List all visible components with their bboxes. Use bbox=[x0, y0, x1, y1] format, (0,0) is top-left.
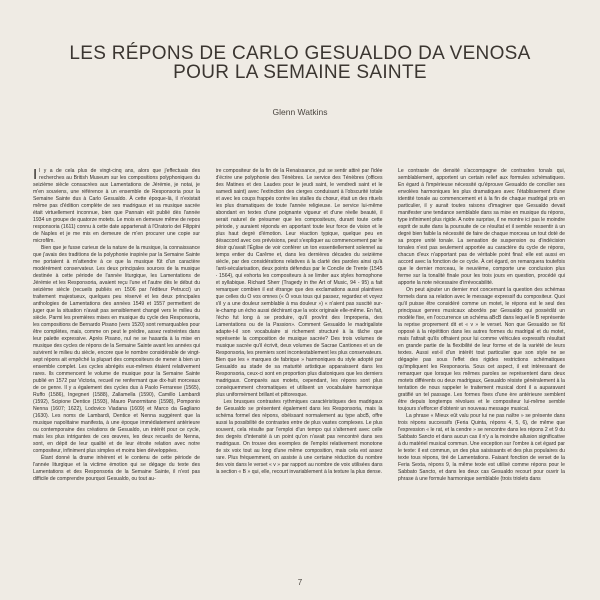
page-number: 7 bbox=[297, 578, 303, 587]
paragraph bbox=[33, 168, 200, 245]
paragraph: Étant donné la drame inhérent et le contenu de cette période de l'année liturgique et la victime émotion qui se dégage du texte des Lamentations et des Responsoria de la Semaine Sainte, il n'est pas difficile de comprendre pourquoi Gesualdo, ou tout au- bbox=[33, 455, 200, 482]
paragraph: On peut ajouter un dernier mot concernant la question des schémas formels dans sa relation avec le message expressif du compositeur. Quoi qu'il puisse être considéré comme un motet, le répons est le seul des principaux genres musicaux abordés par Gesualdo qui possédât un modèle fixe, en l'occurrence un schéma aBcB dans lequel le B représente la reprise proprement dit et « v » le verset. Non que Gesualdo se fût opposé à la répétition dans les autres formes du madrigal et du motet, mais l'attrait qu'ils offraient pour lui comme véhicules expressifs résultait en grande partie de la flexibilité de leur forme et de la variété de leurs textes. Aussi est-il d'un intérêt tout particulier que son style ne se dégagée pas sous l'effet des rigides restrictions schématiques qu'impliquent les Responsoria. Sous cet aspect, il est intéressant de remarquer que lorsque les mêmes paroles se représentent dans deux motets différents ou deux madrigaux, Gesualdo résiste généralement à la tentation de nous rappeler le traitement musical dont il a auparavant gratifié un tel passage. Les formes fixes d'une ère antérieure semblent être depuis longtemps révolues et le compositeur lui-même semble toujours s'efforcer d'obtenir un nouveau message musical. bbox=[398, 287, 565, 412]
drop-cap: I bbox=[33, 168, 38, 183]
paragraph: Le contraste de densité s'accompagne de contrastes tonals qui, semblablement, apportent un certain relief aux formules schématiques. En égard à l'impérieuse nécessité qu'éprouve Gesualdo de concilier ses envolées harmoniques les plus dramatiques avec l'établissement d'une identité tonale au commencement et à la fin de chaque madrigal pris en particulier, il y aurait toutes raisons d'imaginer que Gesualdo devait manifester une tendance semblable dans sa mise en musique du répons, type infiniment plus rigide. A notre surprise, il ne montre ici pas le moindre esprit de suite dans la poursuite de ce résultat et il semble ressentir à un degré bien faible la nécessité de faire de chaque morceau un tout doté de sa propre unité tonale. La sensation de suspension ou d'indécision tonales n'est pas seulement apportée au caractère du cycle de répons, chacun d'eux n'apportant pas de véritable point final: elle est aussi en accord avec la fonction de ce cycle. À cet égard, on remarquera toutefois que le dernier morceau, le neuvième, comporte une conclusion plus ferme sur la tonalité finale pour les trois jours en question, procédé qui apporte la note nécessaire d'irrévocabilité. bbox=[398, 168, 565, 286]
text-columns bbox=[33, 168, 565, 576]
paragraph: Les brusques contrastes rythmiques caractéristiques des madrigaux de Gesualdo se présentent également dans les Responsoria, mais la schéma formel des répons, obéissant normalement au type abcB, offre aussi la possibilité de contrastes entre de plus vastes complexes. Le plus souvent, cela résulte par l'emploi d'un tempo qui s'alternent avec celle des degrés d'intensité à un point qu'on n'avait pas rencontré dans ses madrigaux. On trouve des exemples de l'emploi relativement monotone de six voix tout au long d'une même composition, mais cela est assez rare. Plus fréquemment, on assiste à une certaine réduction du nombre des voix dans le verset « v » par rapport au nombre de voix utilisées dans la section « B » qui, elle, recourt invariablement à la texture la plus dense. bbox=[215, 399, 383, 475]
text-column-3 bbox=[398, 168, 565, 576]
title-line-1: LES RÉPONS DE CARLO GESUALDO DA VENOSA bbox=[69, 43, 531, 64]
paragraph-text: l y a de cela plus de vingt-cinq ans, alors que j'effectuais des recherches au British Museum sur les compositions polyphoniques du seizième siècle consacrées aux Lamentations de Jérémie, je notai, je m'en souviens, une référence à un ensemble de Responsoria pour la Semaine Sainte dus à Carlo Gesualdo. À cette époque-là, il n'existait même pas d'édition complète de ses madrigaux et sa musique sacrée était virtuellement inconnue, bien que Pannain eût publié dès l'année 1934 un groupe de quatorze motets. Le mois en demeure même de repos responsoria (1611) connu à cette date appartenait à l'Oratorio dei Filippini de Naples et je me mis en demeure de m'en procurer une copie sur microfilm. bbox=[33, 168, 200, 244]
text-column-1 bbox=[33, 168, 200, 576]
paragraph: Bien que je fusse curieux de la nature de la musique, la connaissance que j'avais des traditions de la polyphonie inspirée par la Semaine Sainte me portaient à m'attendre à ce que la musique fût d'un caractère modérément conservateur. Les deux principales sources de la musique destinée à cette période de l'année liturgique, les Lamentations de Jérémie et les Responsoria, avaient reçu l'une et l'autre dès le début du seizième siècle (recueils publiés en 1506 par l'éditeur Petrucci) un traitement majestueux, quelques peu réservé et les deux principales anthologies de Lamentations des années 1549 et 1557 permettent de juger que la situation n'avait pas sensiblement changé vers le milieu du siècle. Parmi les premières mises en musique du cycle des Responsoria, les compositions de Bernardo Pisano (vers 1520) sont remarquables pour être complètes, mais, comme on peut le prédire, assez restreintes dans leur palette expressive. Après Pisano, nul ne se hasarda à la mise en musique des cycles de répons de la Semaine Sainte avant les années qui suivirent le milieu du siècle, encore que le nombre considérable de vingt-sept répons ait empêché la plupart des compositeurs de mener à bien un ensemble complet. Les cycles abrégés eux-mêmes étaient relativement rares. Ils commencent le volume de musique pour la Semaine Sainte publié en 1572 par Victoria, recueil ne renfermant que dix-huit morceaux de ce genre. Il y a également des cycles dus à Paolo Ferrarese (1565), Ruffo (1586), Ingegneri (1588), Zallamella (1590), Camillo Lambardi (1592), Scipione Dentice (1593), Mauro Panormitano (1598), Pomponio Nenna (1607; 1622), Lodovico Viadana (1609) et Marco da Gagliano (1630). Les noms de Lambardi, Dentice et Nenna suggèrent que la musique napolitaine manifesta, à une époque immédiatement antérieure ou contemporaine des créations de Gesualdo, un intérêt pour ce cycle, mais les plus intrigantes de ces œuvres, les deux recueils de Nenna, sont, en dépit de leur qualité et de leur étroite relation avec notre compositeur, infiniment plus simples et moins bien développées. bbox=[33, 245, 200, 454]
page-title bbox=[20, 44, 580, 82]
text-column-2 bbox=[216, 168, 383, 576]
paragraph: La phrase « Mieux eût valu pour lui ne pas naître » se présente dans trois répons successifs (Feria Quinta, répons 4, 5, 6), de même que l'expression « le rat, et la cendre » se rencontre dans les répons 2 et 9 du Sabbato Sancto et dans aucun cas il n'y a la moindre allusion significative à du matériel musical commun. Une exception sur l'ombre à cet égard par le texte: il est commun, un des plus saisissants et des plus populaires du texte tous répons, tiré de Lamentations. Faisant fonction de verset de la Feria Sexta, répons 9, la même texte est utilisé comme répons pour le Sabbato Sancto, et dans les deux cas Gesualdo recourt pour ouvrir la phrase à une formule harmonique semblable (trois triolets dans bbox=[398, 413, 565, 482]
paragraph: tre compositeur de la fin de la Renaissance, put se sentir attiré par l'idée d'écrire une polyphonie des Ténèbres. Le service des Ténèbres (offices des Matines et des Laudes pour le jeudi saint, le vendredi saint et le samedi saint) avec l'extinction des cierges conduisant à l'obscurité totale et avec les coups frappés contre les stalles du chœur, était un des rituels les plus dramatiques de toute l'année religieuse. Le service lui-même abondant en textes d'une poignante vigueur et d'une réelle beauté, il serait naturel de présumer que les compositeurs, durant toute cette période, y auraient répondu en apportant toute leur force de vision et le plus haut degré d'émotion. Leur réaction typique, quelque peu en désaccord avec ces prévisions, peut s'expliquer au commencement par le désir qu'avait l'Église de voir conférer un ton essentiellement solennel au temps entier du Carême et, dans les dernières décades du seizième siècle, par des considérations relatives à la clarté des paroles ainsi qu'à l'anti-sécularisation, deux points défendus par le Concile de Trente (1545 - 1564), qui exhorta les compositeurs à se limiter aux styles homophone et syllabique. Richard Sherr (Tragedy in the Art of Music, 94 - 95) a fait remarquer combien il est étrange que des exclamations aussi plaintives que celles du O vos omnes (« Ô vous tous qui passez, regardez et voyez s'il y a une douleur semblable à ma douleur ») « n'aient pas suscité sur-le-champ un écho aussi déchirant que la voix originale elle-même. En fait, l'écho fut long à se produire, qu'il provînt des Improperia, des Lamentations ou de la Passion». Comment Gesualdo le madrigaliste adapte-t-il son vocabulaire si richement structuré à la tâche que représente la composition de musique sacrée? Des trois volumes de musique sacrée qu'il écrivit, deux volumes de Sacrae Cantiones et un de Responsoria, les premiers sont incontestablement les plus conservateurs. Bien que les « marques de fabrique » harmoniques du style adopté par Gesualdo au stade de sa maturité artistique apparaissent dans les Responsoria, ceux-ci sont en proportion plus diatoniques que les derniers madrigaux. Comparés aux motets, cependant, les répons sont plus conséquemment chromatiques et utilisent un vocabulaire harmonique plus uniformément brillant et pittoresque. bbox=[215, 168, 383, 398]
title-line-2: POUR LA SEMAINE SAINTE bbox=[173, 62, 427, 83]
author-name: Glenn Watkins bbox=[272, 107, 328, 117]
